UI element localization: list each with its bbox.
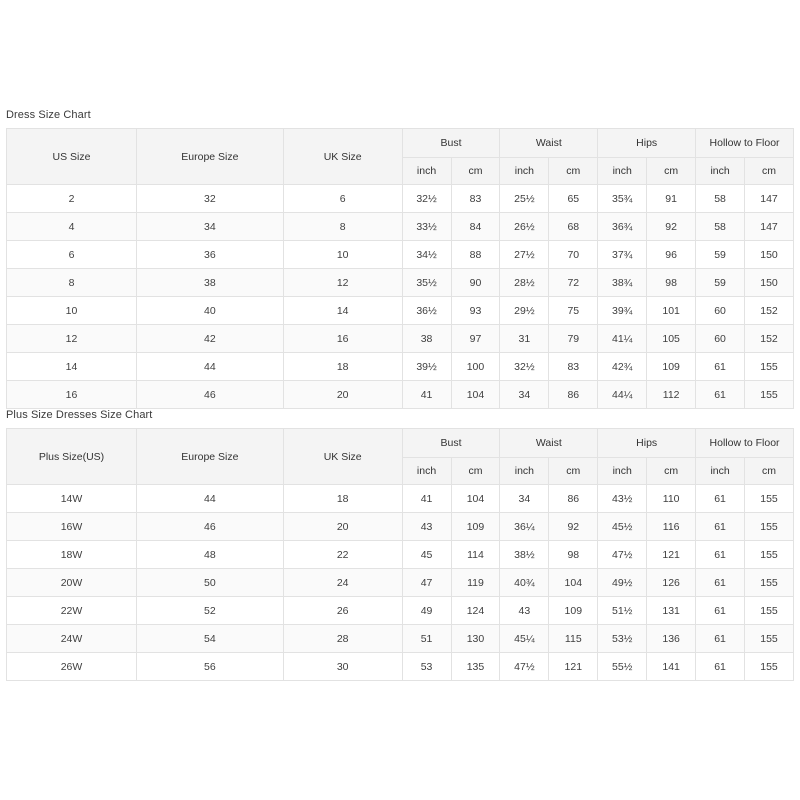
cell-hips-cm: 126 bbox=[647, 569, 696, 597]
cell-europe-size: 32 bbox=[137, 185, 284, 213]
header-europe-size: Europe Size bbox=[137, 129, 284, 185]
cell-waist-cm: 92 bbox=[549, 513, 598, 541]
cell-europe-size: 50 bbox=[137, 569, 284, 597]
cell-hips-cm: 110 bbox=[647, 485, 696, 513]
cell-hips-cm: 91 bbox=[647, 185, 696, 213]
cell-hips-inch: 44¼ bbox=[598, 381, 647, 409]
cell-hips-cm: 109 bbox=[647, 353, 696, 381]
cell-waist-inch: 38½ bbox=[500, 541, 549, 569]
cell-waist-cm: 121 bbox=[549, 653, 598, 681]
cell-uk-size: 22 bbox=[283, 541, 402, 569]
cell-hollow-cm: 155 bbox=[745, 625, 794, 653]
cell-bust-inch: 53 bbox=[402, 653, 451, 681]
header-unit-waist-cm: cm bbox=[549, 458, 598, 485]
table-row bbox=[7, 597, 794, 625]
table-row bbox=[7, 569, 794, 597]
header-group-hips: Hips bbox=[598, 129, 696, 158]
cell-hollow-inch: 58 bbox=[696, 213, 745, 241]
cell-bust-inch: 35½ bbox=[402, 269, 451, 297]
cell-hollow-inch: 61 bbox=[696, 597, 745, 625]
table-row bbox=[7, 653, 794, 681]
cell-waist-inch: 47½ bbox=[500, 653, 549, 681]
cell-bust-inch: 32½ bbox=[402, 185, 451, 213]
cell-bust-cm: 119 bbox=[451, 569, 500, 597]
table-row bbox=[7, 213, 794, 241]
header-unit-hollow-cm: cm bbox=[745, 158, 794, 185]
header-unit-hollow-cm: cm bbox=[745, 458, 794, 485]
header-uk-size: UK Size bbox=[283, 129, 402, 185]
header-group-waist: Waist bbox=[500, 429, 598, 458]
cell-hollow-inch: 61 bbox=[696, 625, 745, 653]
cell-bust-inch: 49 bbox=[402, 597, 451, 625]
cell-waist-cm: 68 bbox=[549, 213, 598, 241]
plus-size-table-body bbox=[7, 485, 794, 681]
cell-bust-cm: 124 bbox=[451, 597, 500, 625]
cell-uk-size: 16 bbox=[283, 325, 402, 353]
cell-waist-inch: 43 bbox=[500, 597, 549, 625]
plus-size-chart-title: Plus Size Dresses Size Chart bbox=[6, 409, 153, 421]
cell-waist-cm: 115 bbox=[549, 625, 598, 653]
header-unit-hollow-inch: inch bbox=[696, 158, 745, 185]
cell-us-size: 10 bbox=[7, 297, 137, 325]
cell-hips-inch: 47½ bbox=[598, 541, 647, 569]
cell-bust-inch: 41 bbox=[402, 485, 451, 513]
header-unit-hips-cm: cm bbox=[647, 458, 696, 485]
cell-hollow-cm: 150 bbox=[745, 269, 794, 297]
cell-hollow-inch: 61 bbox=[696, 485, 745, 513]
header-group-hips: Hips bbox=[598, 429, 696, 458]
cell-hollow-cm: 147 bbox=[745, 185, 794, 213]
cell-uk-size: 14 bbox=[283, 297, 402, 325]
cell-bust-cm: 88 bbox=[451, 241, 500, 269]
cell-waist-cm: 72 bbox=[549, 269, 598, 297]
header-unit-waist-inch: inch bbox=[500, 458, 549, 485]
cell-europe-size: 36 bbox=[137, 241, 284, 269]
cell-bust-inch: 39½ bbox=[402, 353, 451, 381]
header-unit-waist-cm: cm bbox=[549, 158, 598, 185]
cell-hips-inch: 55½ bbox=[598, 653, 647, 681]
cell-hips-inch: 38¾ bbox=[598, 269, 647, 297]
cell-us-size: 6 bbox=[7, 241, 137, 269]
header-group-row bbox=[7, 429, 794, 458]
table-row bbox=[7, 185, 794, 213]
cell-hollow-cm: 155 bbox=[745, 569, 794, 597]
plus-size-chart-block bbox=[6, 408, 794, 681]
cell-waist-inch: 27½ bbox=[500, 241, 549, 269]
cell-europe-size: 38 bbox=[137, 269, 284, 297]
cell-hips-inch: 45½ bbox=[598, 513, 647, 541]
table-row bbox=[7, 269, 794, 297]
cell-hips-inch: 51½ bbox=[598, 597, 647, 625]
table-row bbox=[7, 325, 794, 353]
cell-hollow-inch: 61 bbox=[696, 381, 745, 409]
header-group-bust: Bust bbox=[402, 129, 500, 158]
cell-plus-size-us: 18W bbox=[7, 541, 137, 569]
cell-hollow-cm: 155 bbox=[745, 513, 794, 541]
cell-us-size: 4 bbox=[7, 213, 137, 241]
table-row bbox=[7, 353, 794, 381]
cell-hollow-inch: 61 bbox=[696, 353, 745, 381]
header-plus-size-us: Plus Size(US) bbox=[7, 429, 137, 485]
cell-europe-size: 46 bbox=[137, 513, 284, 541]
cell-uk-size: 10 bbox=[283, 241, 402, 269]
cell-hips-cm: 112 bbox=[647, 381, 696, 409]
cell-bust-cm: 100 bbox=[451, 353, 500, 381]
cell-hips-cm: 96 bbox=[647, 241, 696, 269]
cell-bust-cm: 104 bbox=[451, 381, 500, 409]
cell-uk-size: 26 bbox=[283, 597, 402, 625]
cell-waist-cm: 70 bbox=[549, 241, 598, 269]
cell-hollow-cm: 152 bbox=[745, 297, 794, 325]
cell-uk-size: 24 bbox=[283, 569, 402, 597]
header-europe-size: Europe Size bbox=[137, 429, 284, 485]
cell-waist-cm: 79 bbox=[549, 325, 598, 353]
cell-hollow-inch: 59 bbox=[696, 269, 745, 297]
cell-waist-cm: 83 bbox=[549, 353, 598, 381]
table-row bbox=[7, 241, 794, 269]
cell-hollow-inch: 61 bbox=[696, 513, 745, 541]
table-row bbox=[7, 625, 794, 653]
header-unit-bust-inch: inch bbox=[402, 458, 451, 485]
cell-bust-inch: 43 bbox=[402, 513, 451, 541]
plus-size-table-head bbox=[7, 429, 794, 485]
cell-waist-inch: 34 bbox=[500, 485, 549, 513]
cell-hips-inch: 37¾ bbox=[598, 241, 647, 269]
cell-uk-size: 30 bbox=[283, 653, 402, 681]
dress-size-chart-title: Dress Size Chart bbox=[6, 109, 91, 121]
header-group-row bbox=[7, 129, 794, 158]
header-unit-hollow-inch: inch bbox=[696, 458, 745, 485]
cell-us-size: 14 bbox=[7, 353, 137, 381]
cell-hollow-cm: 155 bbox=[745, 353, 794, 381]
cell-plus-size-us: 22W bbox=[7, 597, 137, 625]
cell-hollow-cm: 155 bbox=[745, 541, 794, 569]
cell-us-size: 16 bbox=[7, 381, 137, 409]
cell-europe-size: 52 bbox=[137, 597, 284, 625]
table-row bbox=[7, 485, 794, 513]
dress-size-chart-block bbox=[6, 108, 794, 409]
cell-hips-cm: 92 bbox=[647, 213, 696, 241]
table-row bbox=[7, 513, 794, 541]
cell-hips-inch: 35¾ bbox=[598, 185, 647, 213]
cell-hollow-inch: 59 bbox=[696, 241, 745, 269]
cell-hollow-inch: 60 bbox=[696, 325, 745, 353]
header-unit-bust-cm: cm bbox=[451, 458, 500, 485]
cell-waist-cm: 104 bbox=[549, 569, 598, 597]
table-row bbox=[7, 297, 794, 325]
cell-hips-cm: 141 bbox=[647, 653, 696, 681]
header-unit-bust-inch: inch bbox=[402, 158, 451, 185]
cell-hollow-cm: 150 bbox=[745, 241, 794, 269]
cell-hollow-cm: 152 bbox=[745, 325, 794, 353]
dress-size-table-head bbox=[7, 129, 794, 185]
cell-waist-inch: 32½ bbox=[500, 353, 549, 381]
cell-hollow-cm: 155 bbox=[745, 597, 794, 625]
cell-hips-cm: 136 bbox=[647, 625, 696, 653]
header-unit-bust-cm: cm bbox=[451, 158, 500, 185]
cell-europe-size: 56 bbox=[137, 653, 284, 681]
cell-waist-inch: 36¼ bbox=[500, 513, 549, 541]
cell-hips-inch: 43½ bbox=[598, 485, 647, 513]
cell-bust-cm: 84 bbox=[451, 213, 500, 241]
cell-waist-cm: 75 bbox=[549, 297, 598, 325]
cell-bust-inch: 33½ bbox=[402, 213, 451, 241]
header-group-hollow-to-floor: Hollow to Floor bbox=[696, 429, 794, 458]
cell-bust-cm: 114 bbox=[451, 541, 500, 569]
cell-bust-cm: 135 bbox=[451, 653, 500, 681]
cell-hips-cm: 116 bbox=[647, 513, 696, 541]
dress-size-table bbox=[6, 128, 794, 409]
cell-waist-cm: 86 bbox=[549, 381, 598, 409]
cell-waist-cm: 65 bbox=[549, 185, 598, 213]
cell-bust-inch: 41 bbox=[402, 381, 451, 409]
header-uk-size: UK Size bbox=[283, 429, 402, 485]
cell-waist-inch: 45¼ bbox=[500, 625, 549, 653]
cell-hips-inch: 53½ bbox=[598, 625, 647, 653]
cell-waist-inch: 31 bbox=[500, 325, 549, 353]
cell-uk-size: 18 bbox=[283, 353, 402, 381]
header-group-hollow-to-floor: Hollow to Floor bbox=[696, 129, 794, 158]
header-unit-waist-inch: inch bbox=[500, 158, 549, 185]
cell-hips-inch: 42¾ bbox=[598, 353, 647, 381]
header-us-size: US Size bbox=[7, 129, 137, 185]
cell-hips-cm: 101 bbox=[647, 297, 696, 325]
plus-size-table bbox=[6, 428, 794, 681]
cell-hollow-inch: 61 bbox=[696, 569, 745, 597]
cell-plus-size-us: 26W bbox=[7, 653, 137, 681]
cell-europe-size: 54 bbox=[137, 625, 284, 653]
cell-plus-size-us: 16W bbox=[7, 513, 137, 541]
cell-bust-inch: 47 bbox=[402, 569, 451, 597]
cell-plus-size-us: 24W bbox=[7, 625, 137, 653]
cell-hollow-inch: 58 bbox=[696, 185, 745, 213]
header-group-bust: Bust bbox=[402, 429, 500, 458]
cell-hips-inch: 49½ bbox=[598, 569, 647, 597]
cell-europe-size: 44 bbox=[137, 485, 284, 513]
header-unit-hips-cm: cm bbox=[647, 158, 696, 185]
cell-waist-inch: 29½ bbox=[500, 297, 549, 325]
cell-hollow-cm: 155 bbox=[745, 381, 794, 409]
cell-hips-inch: 39¾ bbox=[598, 297, 647, 325]
cell-waist-inch: 40¾ bbox=[500, 569, 549, 597]
cell-uk-size: 18 bbox=[283, 485, 402, 513]
cell-waist-inch: 25½ bbox=[500, 185, 549, 213]
cell-uk-size: 8 bbox=[283, 213, 402, 241]
cell-waist-inch: 28½ bbox=[500, 269, 549, 297]
cell-waist-cm: 98 bbox=[549, 541, 598, 569]
cell-uk-size: 28 bbox=[283, 625, 402, 653]
cell-uk-size: 12 bbox=[283, 269, 402, 297]
cell-hips-cm: 98 bbox=[647, 269, 696, 297]
cell-europe-size: 48 bbox=[137, 541, 284, 569]
cell-hollow-inch: 61 bbox=[696, 541, 745, 569]
table-row bbox=[7, 381, 794, 409]
cell-europe-size: 34 bbox=[137, 213, 284, 241]
cell-plus-size-us: 14W bbox=[7, 485, 137, 513]
cell-bust-cm: 104 bbox=[451, 485, 500, 513]
table-row bbox=[7, 541, 794, 569]
cell-waist-cm: 86 bbox=[549, 485, 598, 513]
cell-hollow-inch: 60 bbox=[696, 297, 745, 325]
cell-hips-inch: 36¾ bbox=[598, 213, 647, 241]
cell-europe-size: 46 bbox=[137, 381, 284, 409]
header-group-waist: Waist bbox=[500, 129, 598, 158]
cell-bust-inch: 38 bbox=[402, 325, 451, 353]
cell-us-size: 8 bbox=[7, 269, 137, 297]
cell-bust-cm: 93 bbox=[451, 297, 500, 325]
cell-hollow-cm: 147 bbox=[745, 213, 794, 241]
cell-uk-size: 20 bbox=[283, 513, 402, 541]
cell-hips-cm: 131 bbox=[647, 597, 696, 625]
cell-europe-size: 40 bbox=[137, 297, 284, 325]
cell-bust-inch: 34½ bbox=[402, 241, 451, 269]
cell-us-size: 2 bbox=[7, 185, 137, 213]
cell-europe-size: 42 bbox=[137, 325, 284, 353]
cell-waist-inch: 34 bbox=[500, 381, 549, 409]
cell-uk-size: 20 bbox=[283, 381, 402, 409]
cell-waist-cm: 109 bbox=[549, 597, 598, 625]
cell-hips-inch: 41¼ bbox=[598, 325, 647, 353]
cell-uk-size: 6 bbox=[283, 185, 402, 213]
cell-hollow-inch: 61 bbox=[696, 653, 745, 681]
cell-waist-inch: 26½ bbox=[500, 213, 549, 241]
cell-bust-inch: 36½ bbox=[402, 297, 451, 325]
cell-plus-size-us: 20W bbox=[7, 569, 137, 597]
cell-bust-inch: 45 bbox=[402, 541, 451, 569]
cell-hips-cm: 105 bbox=[647, 325, 696, 353]
cell-europe-size: 44 bbox=[137, 353, 284, 381]
cell-hips-cm: 121 bbox=[647, 541, 696, 569]
cell-us-size: 12 bbox=[7, 325, 137, 353]
cell-bust-cm: 109 bbox=[451, 513, 500, 541]
cell-bust-cm: 90 bbox=[451, 269, 500, 297]
cell-bust-cm: 97 bbox=[451, 325, 500, 353]
cell-bust-inch: 51 bbox=[402, 625, 451, 653]
dress-size-table-body bbox=[7, 185, 794, 409]
header-unit-hips-inch: inch bbox=[598, 458, 647, 485]
cell-hollow-cm: 155 bbox=[745, 485, 794, 513]
cell-bust-cm: 130 bbox=[451, 625, 500, 653]
cell-bust-cm: 83 bbox=[451, 185, 500, 213]
header-unit-hips-inch: inch bbox=[598, 158, 647, 185]
cell-hollow-cm: 155 bbox=[745, 653, 794, 681]
